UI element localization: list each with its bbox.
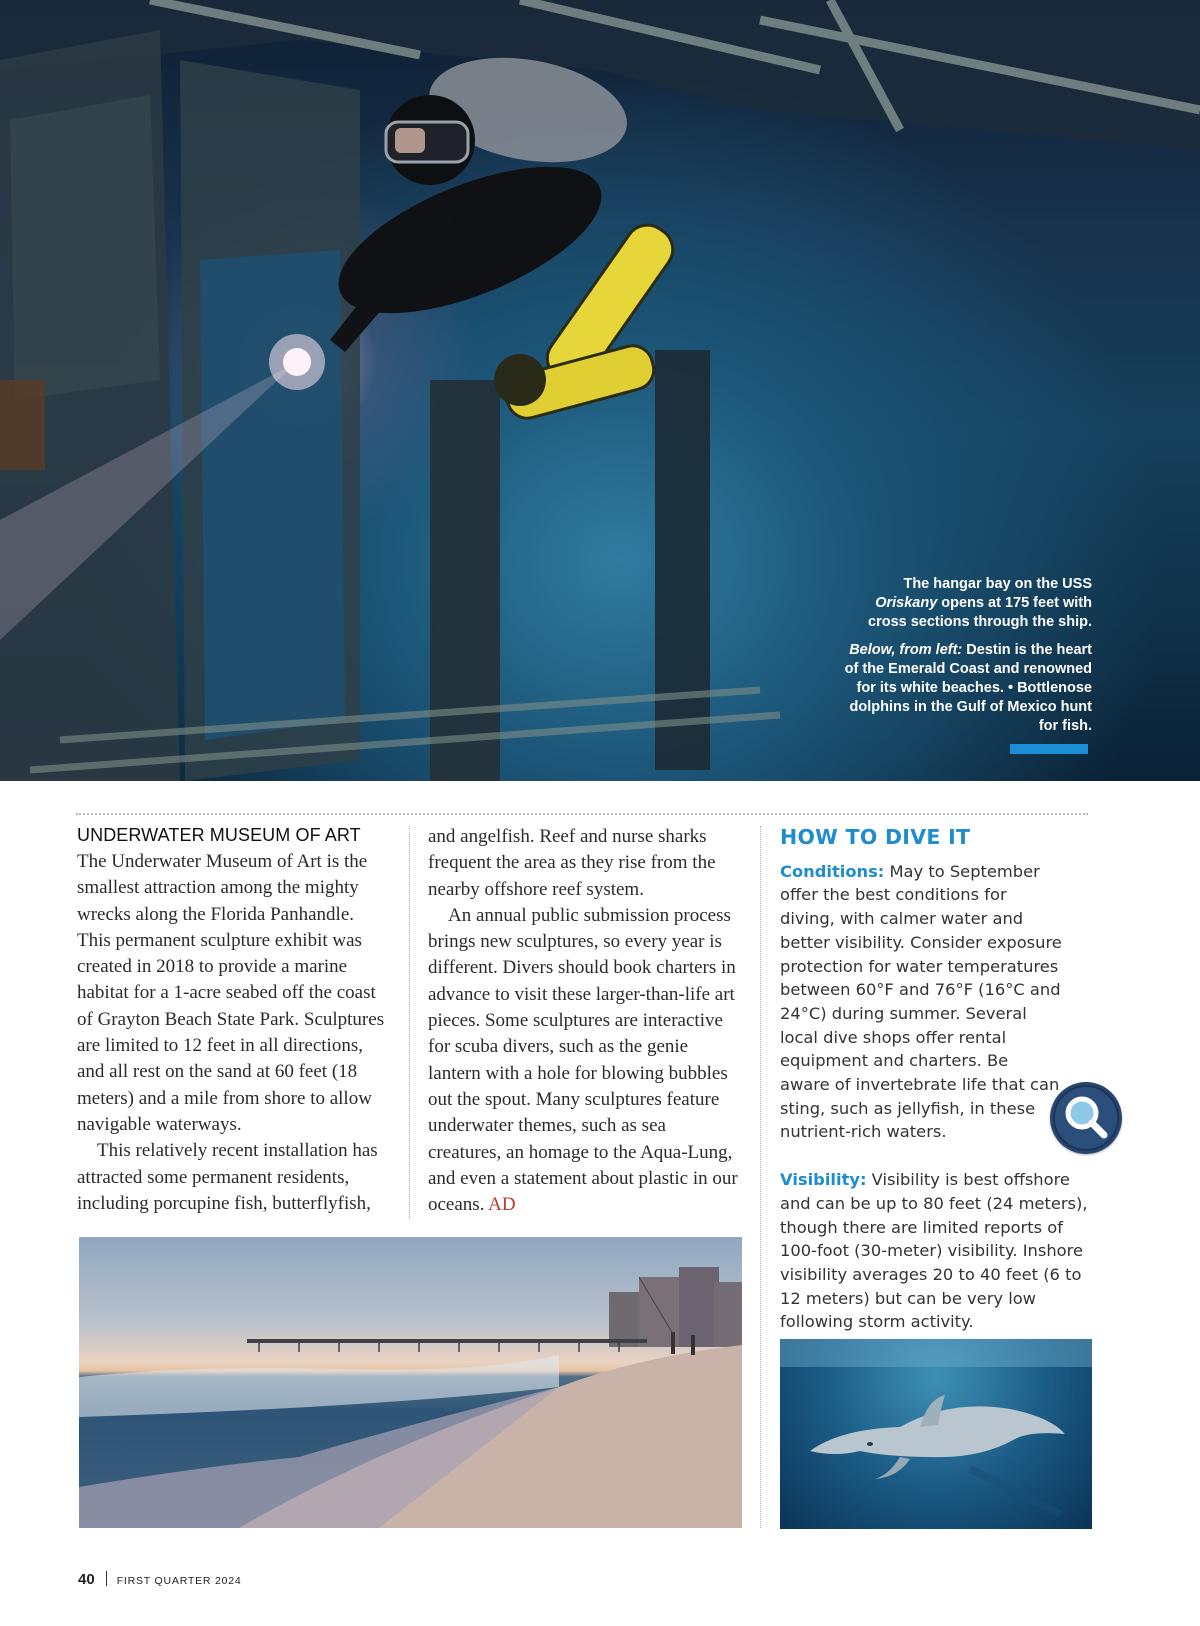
beach-photo <box>79 1237 742 1528</box>
article-column-2 <box>428 824 741 1218</box>
end-mark: AD <box>488 1194 516 1216</box>
conditions-paragraph: Conditions: May to September offer the best conditions for diving, with calmer water and better visibility. Consider exposure protection for water temperatures between 60°F and 76°F (16°C and 24°C) during summer. Several local dive shops offer rental equipment and charters. Be aware of invertebrate life that can sting, such as jellyfish, in these nutrient-rich waters. <box>780 861 1062 1142</box>
visibility-paragraph: Visibility: Visibility is best offshore and can be up to 80 feet (24 meters), though there are limited reports of 100-foot (30-meter) visibility. Inshore visibility averages 20 to 40 feet (6 to 12 meters) but can be very low following storm activity. <box>780 1170 1088 1332</box>
dolphin-illustration <box>780 1339 1092 1529</box>
column-divider-2 <box>760 826 761 1528</box>
page-footer <box>78 1571 242 1589</box>
article-paragraph-2: This relatively recent installation has attracted some permanent residents, including porcupine fish, butterflyfish, <box>77 1140 378 1214</box>
hero-caption <box>842 575 1092 745</box>
caption-accent-bar <box>1010 744 1088 754</box>
magnifier-icon <box>1050 1082 1122 1154</box>
section-divider <box>76 813 1088 815</box>
article-paragraph-1: The Underwater Museum of Art is the smallest attraction among the mighty wrecks along the Florida Panhandle. This permanent sculpture exhibit was created in 2018 to provide a marine habitat for a 1-acre seabed off the coast of Grayton Beach State Park. Sculptures are limited to 12 feet in all directions, and all rest on the sand at 60 feet (18 meters) and a mile from shore to allow navigable waterways. <box>77 851 385 1135</box>
dolphin-photo <box>780 1339 1092 1529</box>
sidebar-title: HOW TO DIVE IT <box>780 825 971 849</box>
issue-label: FIRST QUARTER 2024 <box>116 1575 242 1587</box>
how-to-dive-sidebar <box>780 826 1096 1334</box>
hero-photo <box>0 0 1200 781</box>
article-paragraph-4: An annual public submission process brings new sculptures, so every year is different. Divers should book charters in advance to visit these larger-than-life art pieces. Some sculptures are interactive for scuba divers, such as the genie lantern with a hole for blowing bubbles out the spout. Many sculptures feature underwater themes, such as sea creatures, an homage to the Aqua-Lung, and even a statement about plastic in our oceans. AD <box>428 904 738 1216</box>
page-number: 40 <box>78 1571 95 1588</box>
caption-below-label: Below, from left: <box>849 642 963 658</box>
conditions-label: Conditions: <box>780 861 885 881</box>
ship-name: Oriskany <box>875 595 938 611</box>
footer-separator <box>106 1571 107 1586</box>
article-column-1 <box>77 824 389 1217</box>
column-divider-1 <box>409 826 410 1219</box>
section-title: UNDERWATER MUSEUM OF ART <box>77 825 361 845</box>
caption-primary: The hangar bay on the USS Oriskany opens at 175 feet with cross sections through the ship. <box>868 576 1092 630</box>
caption-secondary: Below, from left: Destin is the heart of the Emerald Coast and renowned for its white beaches. • Bottlenose dolphins in the Gulf of Mexico hunt for fish. <box>844 642 1092 734</box>
visibility-label: Visibility: <box>780 1170 867 1190</box>
article-paragraph-3: and angelfish. Reef and nurse sharks frequent the area as they rise from the nearby offshore reef system. <box>428 826 716 900</box>
beach-illustration <box>79 1237 742 1528</box>
